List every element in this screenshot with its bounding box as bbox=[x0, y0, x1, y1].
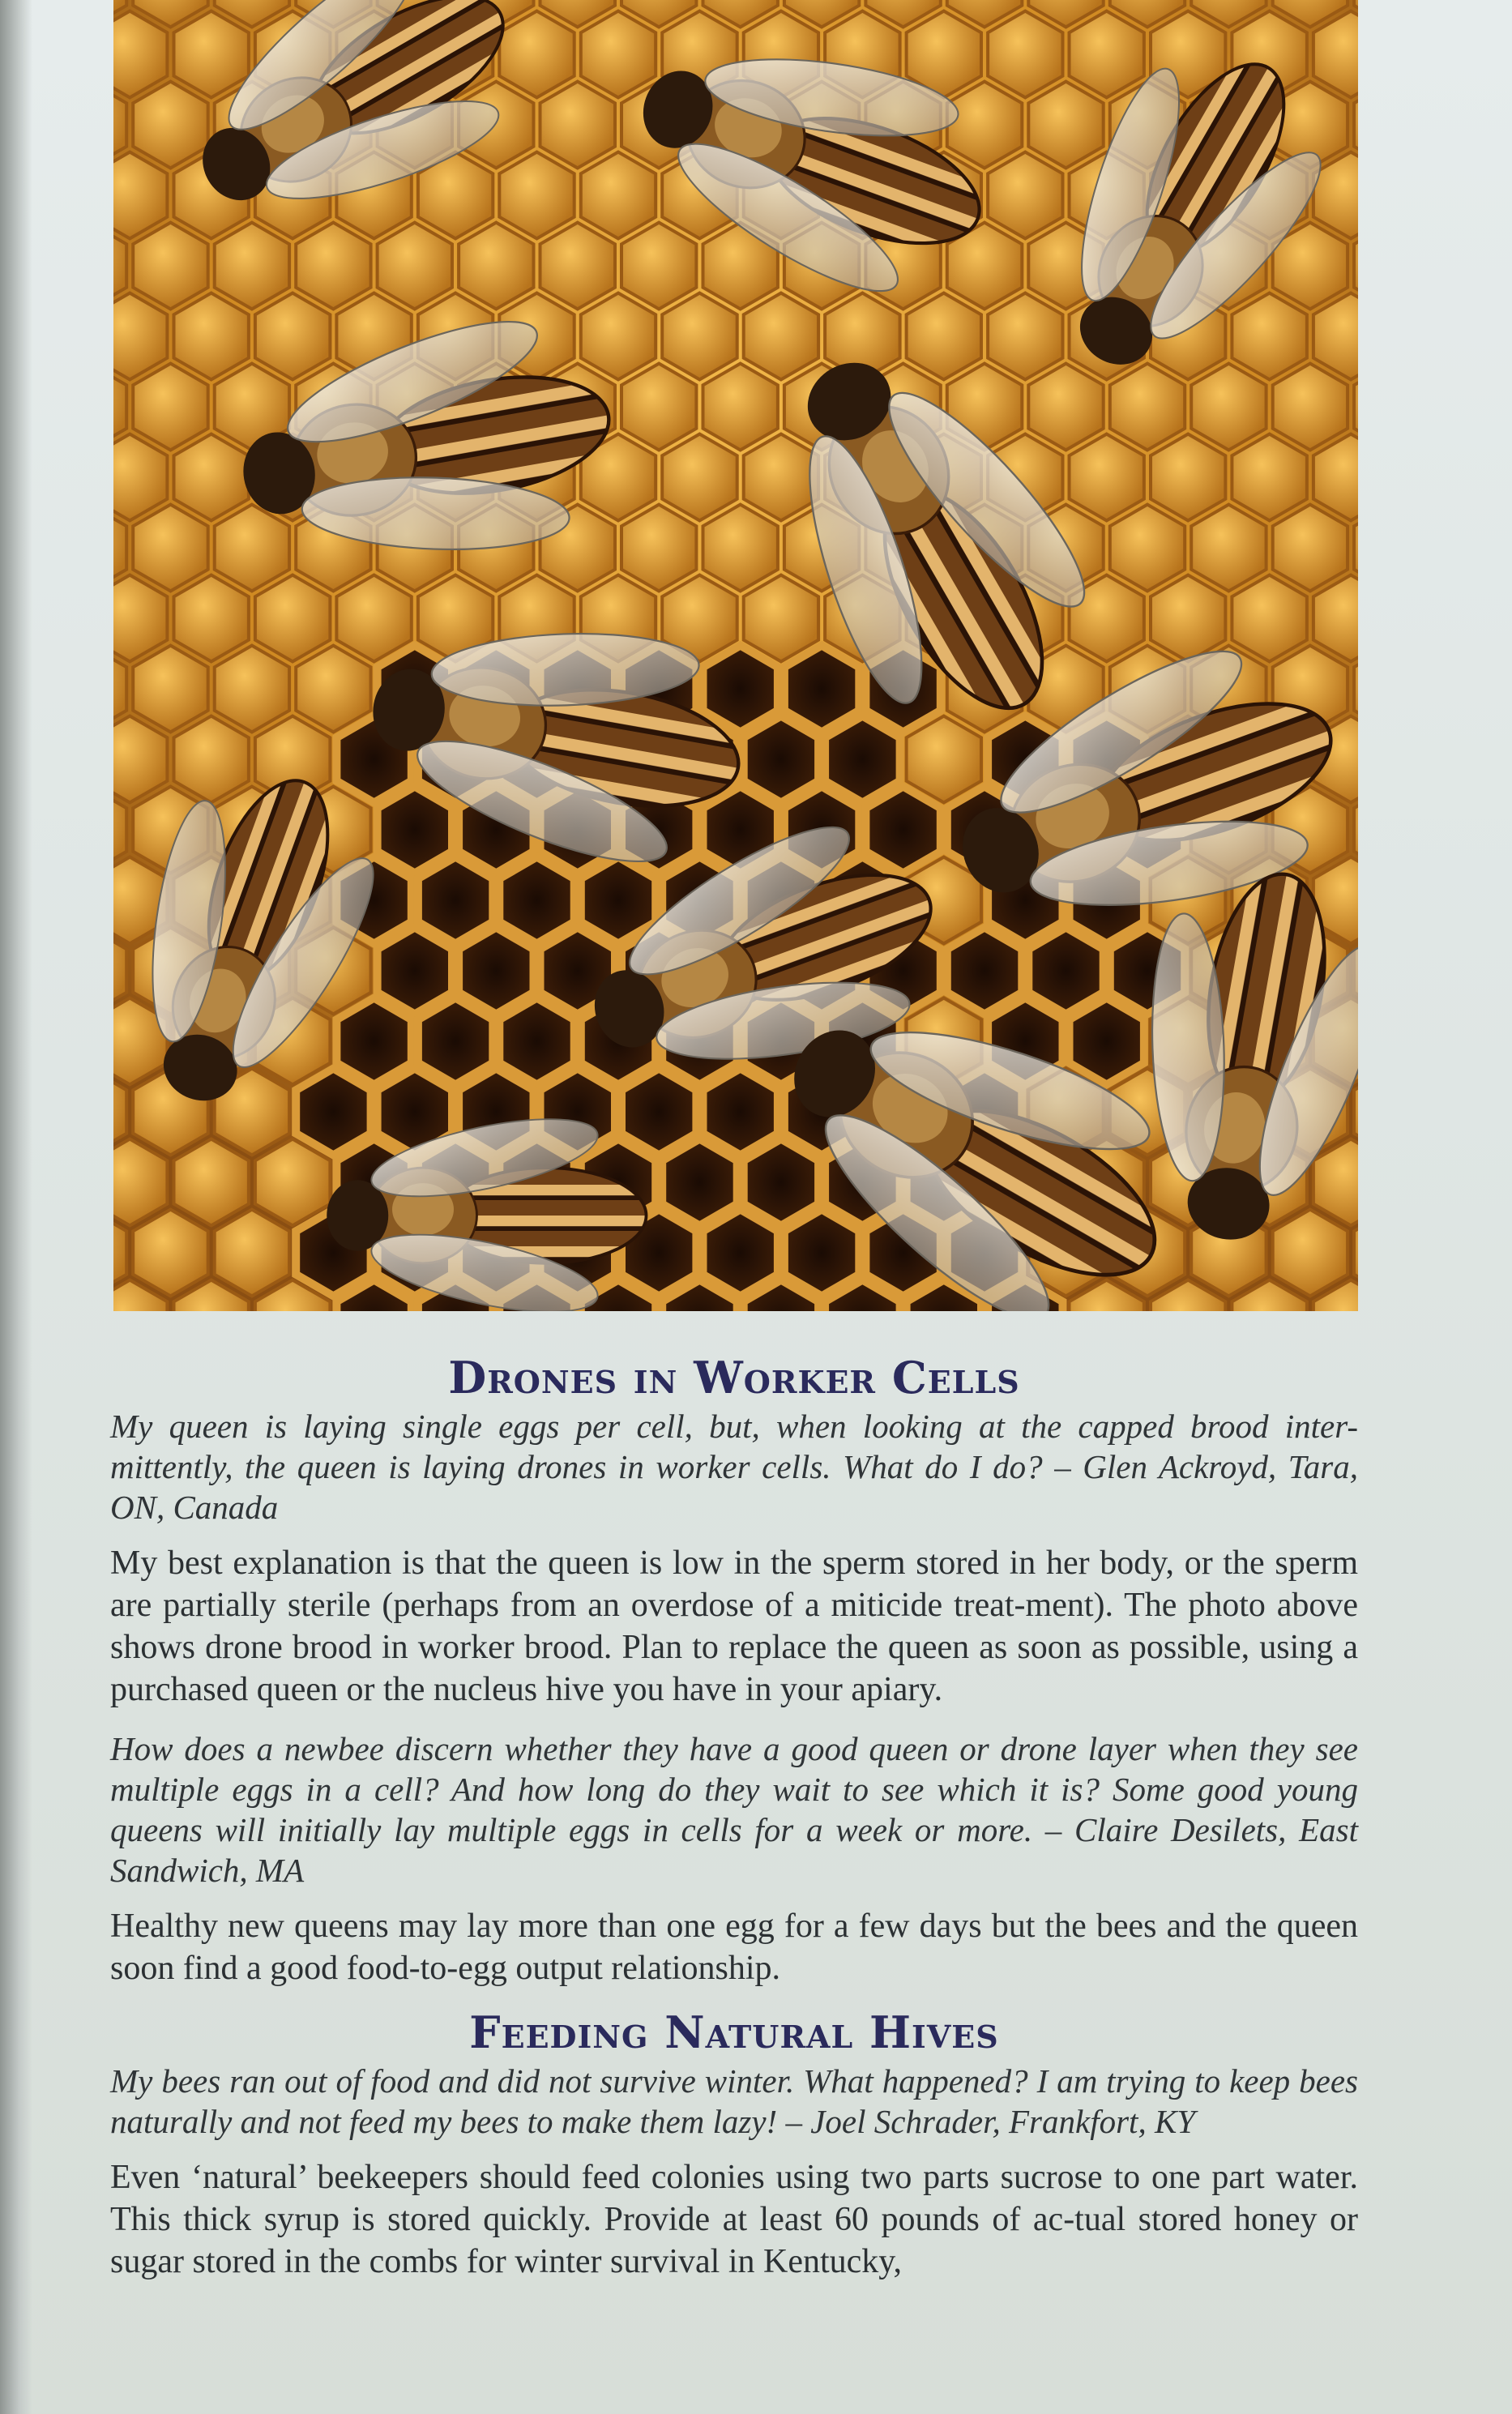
question-3: My bees ran out of food and did not survive winter. What happened? I am trying to keep bees naturally and not feed my bees to make them lazy! – Joel Schrader, Frankfort, KY bbox=[110, 2062, 1358, 2140]
answer-2: Healthy new queens may lay more than one egg for a few days but the bees and the queen soon find a good food-to-egg output relationship. bbox=[110, 1908, 1358, 1987]
question-1: My queen is laying single eggs per cell, but, when looking at the capped brood inter-mittently, the queen is laying drones in worker cells. What do I do? – Glen Ackroyd, Tara, ON, Canada bbox=[110, 1408, 1358, 1526]
open-cell bbox=[459, 928, 533, 1015]
open-cell bbox=[703, 1210, 778, 1297]
open-cell bbox=[744, 716, 818, 803]
open-cell bbox=[784, 1210, 859, 1297]
open-cell bbox=[296, 1069, 370, 1156]
open-cell bbox=[825, 716, 900, 803]
open-cell bbox=[662, 1139, 737, 1226]
section-heading-drones: Drones in Worker Cells bbox=[448, 1352, 1020, 1404]
open-cell bbox=[378, 928, 452, 1015]
open-cell bbox=[865, 787, 940, 874]
open-cell bbox=[947, 928, 1023, 1015]
open-cell bbox=[703, 1069, 778, 1156]
open-cell bbox=[336, 998, 411, 1085]
bee-comb-illustration bbox=[113, 0, 1358, 1311]
open-cell bbox=[499, 857, 574, 944]
page-edge-shadow bbox=[0, 0, 32, 2414]
open-cell bbox=[1070, 998, 1144, 1085]
open-cell bbox=[621, 1069, 696, 1156]
open-cell bbox=[418, 998, 493, 1085]
question-2: How does a newbee discern whether they have a good queen or drone layer when they see multiple eggs in a cell? And how long do they wait to see which it is? Some good young queens will initially lay multiple eggs in cells for a week or more. – Claire Desilets, East Sandwich, MA bbox=[110, 1730, 1358, 1889]
answer-1: My best explanation is that the queen is low in the sperm stored in her body, or the sperm are partially sterile (perhaps from an overdose of a miticide treat-ment). The photo above shows drone brood in worker brood. Plan to replace the queen as soon as possible, using a purchased queen or the nucleus hive you have in your apiary. bbox=[110, 1545, 1358, 1708]
answer-3: Even ‘natural’ beekeepers should feed colonies using two parts sucrose to one part water. This thick syrup is stored quickly. Provide at least 60 pounds of ac-tual stored honey or sugar stored in the combs for winter survival in Kentucky, bbox=[110, 2159, 1358, 2280]
open-cell bbox=[784, 646, 859, 733]
open-cell bbox=[1028, 928, 1103, 1015]
open-cell bbox=[703, 646, 778, 733]
open-cell bbox=[744, 1139, 818, 1226]
bee-comb-photo bbox=[113, 0, 1358, 1311]
open-cell bbox=[499, 998, 574, 1085]
open-cell bbox=[378, 787, 452, 874]
open-cell bbox=[581, 857, 656, 944]
section-heading-feeding: Feeding Natural Hives bbox=[469, 2006, 999, 2058]
open-cell bbox=[418, 857, 493, 944]
article-content bbox=[110, 1349, 1358, 2283]
